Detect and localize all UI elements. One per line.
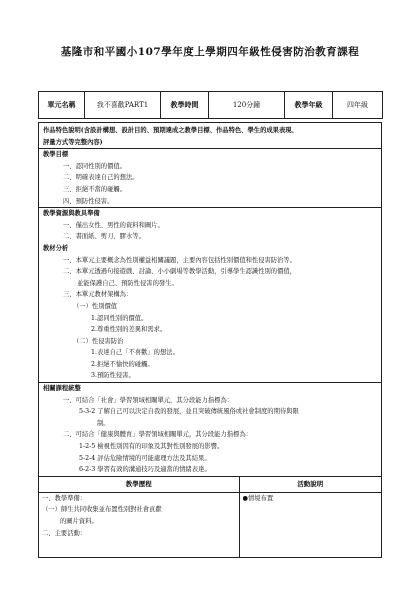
analysis-item: 1.表達自己「不喜歡」的想法。 xyxy=(91,349,179,357)
unit-name-value: 我不喜歡PART1 xyxy=(85,92,161,119)
analysis-item: 2.尊重性別的差異和需求。 xyxy=(91,326,167,334)
curriculum-item: 6-2-3 學習有效的溝通技巧及適當的情緒表達。 xyxy=(79,466,211,474)
curriculum-item: 5-2-4 評估危險情境的可能處理方法及其結果。 xyxy=(79,454,211,462)
grade-label: 教學年級 xyxy=(285,92,333,119)
analysis-title: 教材分析 xyxy=(43,244,69,252)
activity-section xyxy=(39,476,381,557)
resource-item: 二、書面紙、剪刀、膠水等。 xyxy=(63,233,145,241)
process-line: 一、教學準備： xyxy=(42,494,87,502)
analysis-item: 2.拒絕不愉快的碰觸。 xyxy=(91,360,154,368)
process-line: 的圖片資料。 xyxy=(60,518,98,525)
curriculum-item: 1-2-5 檢視性別因有的印象及其對性別發展的影響。 xyxy=(79,443,224,451)
goal-item: 二、明確表達自己的想法。 xyxy=(63,174,139,182)
teaching-time-value: 120分鐘 xyxy=(209,92,285,119)
analysis-item: 並能保護自己、預防性侵害的發生。 xyxy=(77,279,178,287)
unit-name-label: 單元名稱 xyxy=(39,92,85,119)
activity-table xyxy=(39,477,381,557)
curriculum-item: 制。 xyxy=(97,419,110,427)
curriculum-title: 相關課程統整 xyxy=(39,382,381,395)
analysis-item: 1.認同性別的價值。 xyxy=(91,314,148,322)
analysis-item: （二）性侵害防治 xyxy=(73,337,124,345)
notes-column-header: 活動說明 xyxy=(239,477,381,493)
info-table xyxy=(38,91,383,119)
description-box xyxy=(38,122,382,558)
goal-item: 三、拒絕不當的碰觸。 xyxy=(63,185,126,193)
resource-item: 一、僅出女性、男性的資料和圖片。 xyxy=(63,221,164,229)
description-heading-line-2: 評量方式等完整內容) xyxy=(43,138,103,146)
teaching-time-label: 教學時間 xyxy=(161,92,209,119)
curriculum-item: 一、可結合「社會」學習領域相關單元，其分段能力指標為： xyxy=(63,396,234,404)
analysis-item: 二、本單元透過句接遊戲、討論、小小劇場等教學活動，引導學生認識性別的價值， xyxy=(63,268,296,276)
process-line: 二、主要活動： xyxy=(42,529,87,537)
curriculum-item: 5-3-2 了解自己可以決定自我的發展，並且突破傳統風俗或社會制度的期待與限 xyxy=(79,408,299,416)
analysis-item: 三、本單元教材架構為： xyxy=(63,291,133,299)
grade-value: 四年級 xyxy=(333,92,383,119)
curriculum-item: 二、可結合「健康與體育」學習領域相關單元，其分段能力指標為： xyxy=(63,431,252,439)
analysis-item: 一、本單元主要概念為性別權益相關議題，主要內容包括性別價值和性侵害防治等。 xyxy=(63,256,296,264)
lesson-plan xyxy=(38,91,382,558)
goal-item: 四、預防性侵害。 xyxy=(63,197,114,205)
description-heading-line-1: 作品特色說明(含設計構想、設計目的、預期達成之教學目標、作品特色、學生的成果表現、 xyxy=(43,127,298,134)
notes-line: ●情境布置 xyxy=(242,494,274,502)
document-title: 基隆市和平國小107學年度上學期四年級性侵害防治教育課程 xyxy=(60,46,360,58)
analysis-item: 3.預防性侵害。 xyxy=(91,372,135,380)
goal-item: 一、認同性別的價值。 xyxy=(63,162,126,170)
analysis-item: （一）性別價值 xyxy=(73,302,118,310)
process-column-header: 教學歷程 xyxy=(39,477,239,493)
goals-title: 教學目標 xyxy=(39,148,381,161)
resources-title: 教學資源與教具準備 xyxy=(39,207,381,220)
process-line: （一）師生共同收集並布置性別對社會貢獻 xyxy=(42,506,162,514)
